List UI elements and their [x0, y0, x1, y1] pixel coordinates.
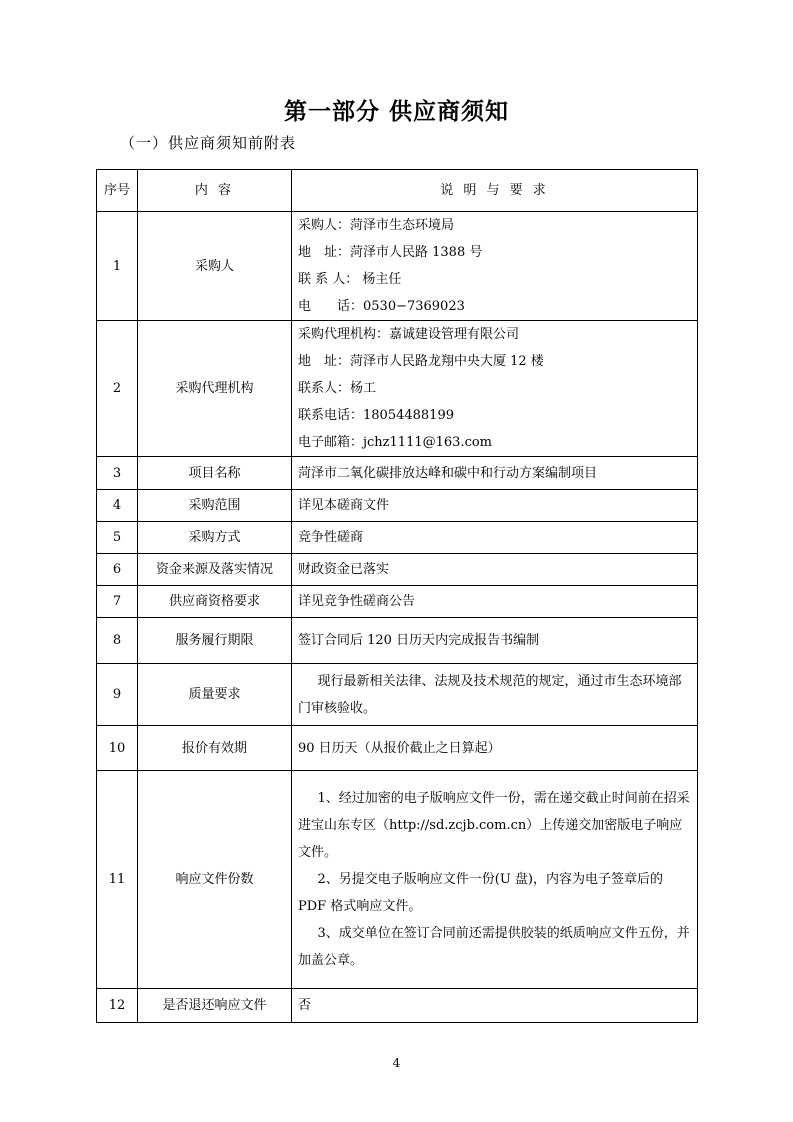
desc-paragraph: 1、经过加密的电子版响应文件一份，需在递交截止时间前在招采进宝山东专区（http://sd.zcjb.com.cn）上传递交加密版电子响应文件。 [298, 791, 690, 860]
table-row [97, 664, 698, 726]
row-description [292, 989, 698, 1023]
desc-line: 签订合同后 120 日历天内完成报告书编制 [298, 633, 540, 648]
supplier-notice-table [96, 169, 698, 1023]
row-description [292, 664, 698, 726]
table-row [97, 771, 698, 989]
row-description [292, 726, 698, 771]
table-row [97, 321, 698, 457]
row-number: 12 [97, 989, 138, 1023]
table-header-row [97, 170, 698, 212]
row-description [292, 321, 698, 457]
header-description: 说 明 与 要 求 [292, 170, 698, 212]
row-number: 2 [97, 321, 138, 457]
row-description [292, 522, 698, 554]
desc-line: 联系人：杨工 [298, 381, 377, 396]
desc-line: 电 话：0530−7369023 [298, 299, 465, 314]
row-item: 采购代理机构 [138, 321, 292, 457]
row-description [292, 212, 698, 321]
row-item: 项目名称 [138, 457, 292, 490]
row-item: 采购人 [138, 212, 292, 321]
row-item: 响应文件份数 [138, 771, 292, 989]
desc-line: 采购代理机构：嘉诚建设管理有限公司 [298, 327, 520, 342]
table-row [97, 618, 698, 664]
row-number: 10 [97, 726, 138, 771]
row-item: 供应商资格要求 [138, 586, 292, 618]
desc-line: 否 [298, 998, 312, 1013]
row-number: 9 [97, 664, 138, 726]
row-item: 采购范围 [138, 490, 292, 522]
row-item: 资金来源及落实情况 [138, 554, 292, 586]
table-row [97, 989, 698, 1023]
row-description [292, 771, 698, 989]
row-number: 8 [97, 618, 138, 664]
desc-line: 电子邮箱：jchz1111@163.com [298, 435, 492, 450]
row-description [292, 490, 698, 522]
header-number: 序号 [97, 170, 138, 212]
desc-line: 90 日历天（从报价截止之日算起） [298, 740, 501, 756]
row-number: 5 [97, 522, 138, 554]
row-description [292, 457, 698, 490]
row-item: 服务履行期限 [138, 618, 292, 664]
row-description [292, 586, 698, 618]
desc-line: 联 系 人： 杨主任 [298, 272, 402, 287]
row-number: 3 [97, 457, 138, 490]
section-subtitle: （一）供应商须知前附表 [120, 134, 297, 152]
header-content: 内 容 [138, 170, 292, 212]
row-number: 1 [97, 212, 138, 321]
row-number: 6 [97, 554, 138, 586]
table-row [97, 457, 698, 490]
page-title: 第一部分 供应商须知 [283, 98, 509, 125]
desc-paragraph: 3、成交单位在签订合同前还需提供胶装的纸质响应文件五份，并加盖公章。 [298, 926, 690, 968]
desc-paragraph: 现行最新相关法律、法规及技术规范的规定，通过市生态环境部门审核验收。 [298, 673, 682, 716]
page-number: 4 [392, 1056, 401, 1070]
desc-line: 地 址：菏泽市人民路 1388 号 [298, 245, 483, 260]
table-row [97, 554, 698, 586]
desc-line: 采购人：菏泽市生态环境局 [298, 218, 455, 233]
row-item: 质量要求 [138, 664, 292, 726]
table-row [97, 726, 698, 771]
desc-line: 财政资金已落实 [298, 562, 390, 577]
row-number: 7 [97, 586, 138, 618]
table-row [97, 586, 698, 618]
table-row [97, 522, 698, 554]
desc-line: 联系电话：18054488199 [298, 408, 454, 423]
desc-line: 地 址：菏泽市人民路龙翔中央大厦 12 楼 [298, 354, 544, 369]
desc-line: 菏泽市二氧化碳排放达峰和碳中和行动方案编制项目 [298, 465, 598, 481]
row-number: 11 [97, 771, 138, 989]
row-item: 是否退还响应文件 [138, 989, 292, 1023]
desc-line: 竞争性磋商 [298, 530, 364, 545]
table-row [97, 490, 698, 522]
row-item: 报价有效期 [138, 726, 292, 771]
row-number: 4 [97, 490, 138, 522]
desc-line: 详见竞争性磋商公告 [298, 594, 416, 609]
row-description [292, 618, 698, 664]
row-item: 采购方式 [138, 522, 292, 554]
table-row [97, 212, 698, 321]
desc-line: 详见本磋商文件 [298, 498, 390, 513]
row-description [292, 554, 698, 586]
desc-paragraph: 2、另提交电子版响应文件一份(U 盘)，内容为电子签章后的 PDF 格式响应文件。 [298, 872, 664, 914]
